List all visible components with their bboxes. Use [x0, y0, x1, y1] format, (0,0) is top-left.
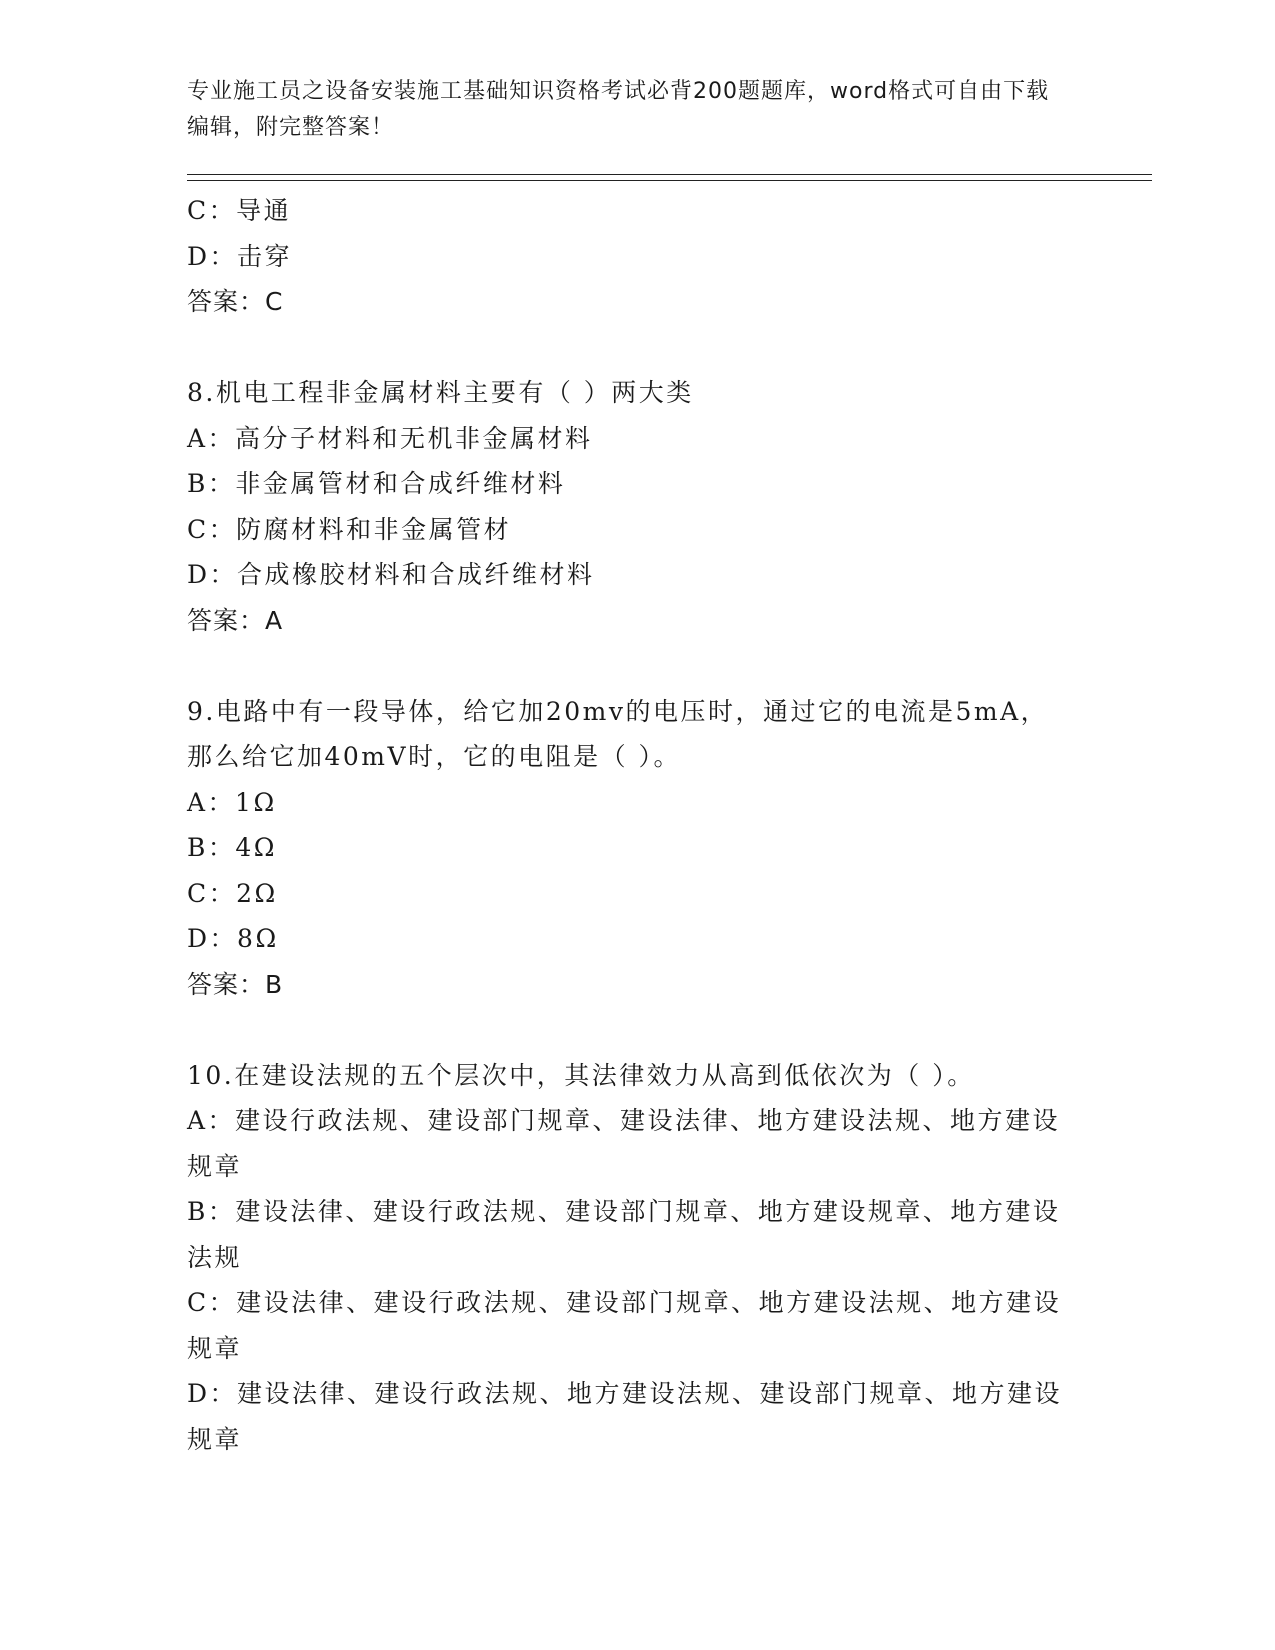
- spacer: [187, 325, 1067, 371]
- document-header: 专业施工员之设备安装施工基础知识资格考试必背200题题库，word格式可自由下载编辑，附完整答案！: [187, 79, 1050, 140]
- q8-answer: 答案：A: [187, 605, 284, 635]
- q9-option-d: D：8Ω: [187, 924, 279, 953]
- q7-answer: 答案：C: [187, 287, 284, 316]
- q8-option-b: B：非金属管材和合成纤维材料: [187, 469, 566, 498]
- q10-option-b: B：建设法律、建设行政法规、建设部门规章、地方建设规章、地方建设法规: [187, 1197, 1061, 1272]
- q9-answer: 答案：B: [187, 969, 284, 999]
- question-content: [187, 188, 1067, 1462]
- q8-option-a: A：高分子材料和无机非金属材料: [187, 423, 593, 453]
- q9-option-b: B：4Ω: [187, 833, 278, 862]
- q9-option-c: C：2Ω: [187, 878, 278, 908]
- q10-option-d: D：建设法律、建设行政法规、地方建设法规、建设部门规章、地方建设规章: [187, 1379, 1063, 1454]
- q10-option-c: C：建设法律、建设行政法规、建设部门规章、地方建设法规、地方建设规章: [187, 1288, 1062, 1363]
- q9-option-a: A：1Ω: [187, 787, 277, 817]
- q10-option-a: A：建设行政法规、建设部门规章、建设法律、地方建设法规、地方建设规章: [187, 1106, 1061, 1181]
- q7-option-c: C：导通: [187, 196, 292, 225]
- header-rule-top: [187, 174, 1152, 175]
- q8-question: 8.机电工程非金属材料主要有（ ）两大类: [187, 378, 694, 407]
- q9-question: 9.电路中有一段导体，给它加20mv的电压时，通过它的电流是5mA，那么给它加40mV时，它的电阻是（ ）。: [187, 696, 1049, 771]
- q7-option-d: D：击穿: [187, 241, 293, 271]
- spacer: [187, 643, 1067, 689]
- spacer: [187, 1007, 1067, 1053]
- q8-option-d: D：合成橡胶材料和合成纤维材料: [187, 560, 595, 589]
- q8-option-c: C：防腐材料和非金属管材: [187, 514, 512, 544]
- q10-question: 10.在建设法规的五个层次中，其法律效力从高到低依次为（ ）。: [187, 1060, 975, 1090]
- header-rule-bottom: [187, 180, 1152, 181]
